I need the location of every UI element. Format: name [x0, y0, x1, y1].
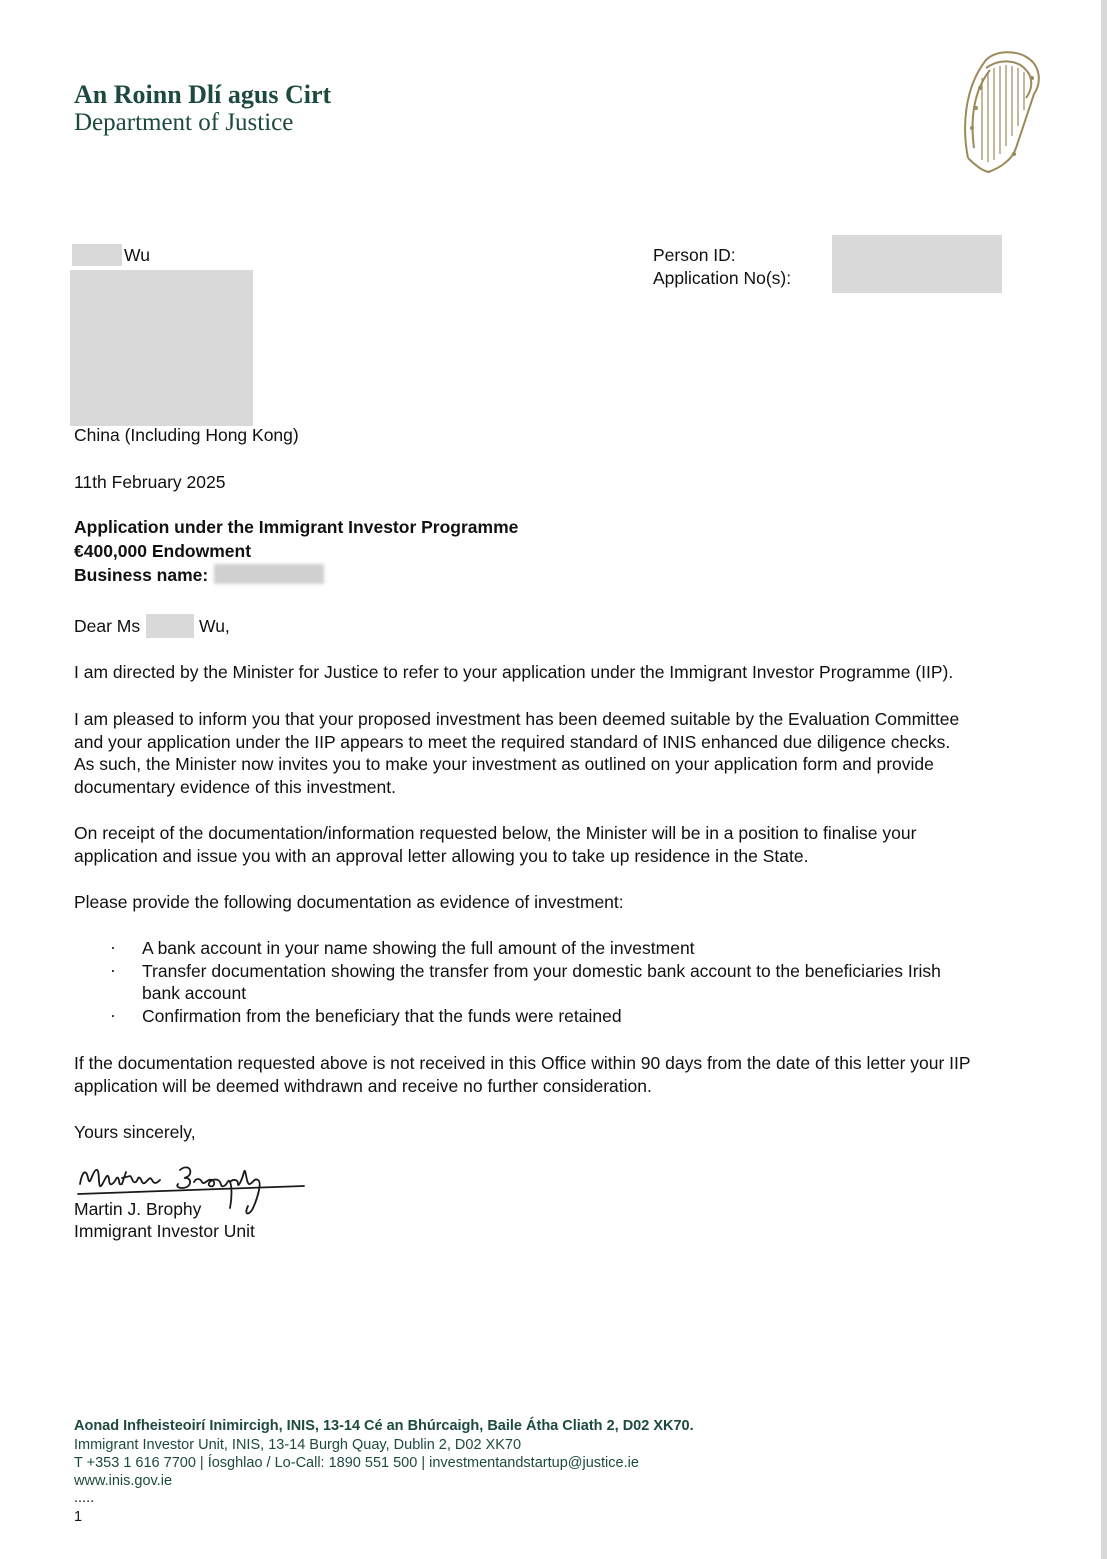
department-name-english: Department of Justice [74, 109, 294, 136]
recipient-surname: Wu [124, 245, 150, 265]
paragraph-1: I am directed by the Minister for Justice to refer to your application under the Immigrant Investor Programme (IIP). [74, 662, 954, 682]
signatory-name: Martin J. Brophy [74, 1199, 202, 1219]
paragraph-5 [74, 1052, 1054, 1097]
paragraph-2-line: As such, the Minister now invites you to make your investment as outlined on your application form and provide [74, 754, 934, 774]
redacted-given-name [146, 614, 194, 638]
paragraph-2-line: and your application under the IIP appears to meet the required standard of INIS enhanced due diligence checks. [74, 731, 951, 752]
closing: Yours sincerely, [74, 1122, 196, 1142]
subject-line-2: €400,000 Endowment [74, 541, 252, 561]
bullet-item-2: Transfer documentation showing the transfer from your domestic bank account to the beneficiaries Irish [142, 961, 941, 981]
department-name-irish: An Roinn Dlí agus Cirt [74, 80, 332, 109]
redacted-first-name [72, 244, 122, 266]
subject-line-1: Application under the Immigrant Investor Programme [74, 517, 519, 537]
footer-website-link[interactable]: www.inis.gov.ie [74, 1473, 173, 1489]
paragraph-3-line: application and issue you with an approval letter allowing you to take up residence in the State. [74, 845, 809, 866]
redacted-address [70, 270, 253, 426]
footer-dots: ..... [74, 1490, 95, 1506]
bullet-marker: · [110, 937, 116, 957]
bullet-marker: · [110, 1005, 116, 1025]
bullet-marker: · [110, 960, 116, 980]
redacted-business-name [214, 564, 324, 584]
redacted-reference-numbers [832, 235, 1002, 293]
paragraph-3 [74, 822, 1054, 867]
bullet-item-1: A bank account in your name showing the full amount of the investment [142, 938, 695, 958]
footer-english-address: Immigrant Investor Unit, INIS, 13-14 Burgh Quay, Dublin 2, D02 XK70 [74, 1437, 522, 1453]
person-id-label: Person ID: [653, 245, 736, 265]
salutation-start: Dear Ms [74, 616, 141, 636]
footer-contact[interactable]: T +353 1 616 7700 | Íosghlao / Lo-Call: 1890 551 500 | investmentandstartup@justice.ie [74, 1455, 639, 1471]
page-edge [1101, 0, 1107, 1559]
recipient-country: China (Including Hong Kong) [74, 425, 299, 445]
paragraph-3-line: On receipt of the documentation/information requested below, the Minister will be in a position to finalise your [74, 823, 917, 843]
salutation-end: Wu, [199, 616, 230, 636]
subject-line-3: Business name: [74, 565, 209, 585]
application-number-label: Application No(s): [653, 268, 792, 288]
harp-emblem-icon [956, 48, 1042, 176]
paragraph-2-line: documentary evidence of this investment. [74, 776, 396, 797]
page-number: 1 [74, 1509, 83, 1525]
footer-irish-address: Aonad Infheisteoirí Inimircigh, INIS, 13-14 Cé an Bhúrcaigh, Baile Átha Cliath 2, D02 XK70. [74, 1418, 694, 1434]
paragraph-2 [74, 708, 1054, 798]
signatory-unit: Immigrant Investor Unit [74, 1221, 255, 1241]
paragraph-5-line: If the documentation requested above is not received in this Office within 90 days from the date of this letter your IIP [74, 1053, 971, 1073]
paragraph-2-line: I am pleased to inform you that your proposed investment has been deemed suitable by the Evaluation Committee [74, 709, 960, 729]
paragraph-5-line: application will be deemed withdrawn and receive no further consideration. [74, 1075, 652, 1096]
bullet-item-2-continued: bank account [142, 983, 247, 1003]
paragraph-4: Please provide the following documentation as evidence of investment: [74, 892, 624, 912]
letter-date: 11th February 2025 [74, 472, 226, 492]
bullet-item-3: Confirmation from the beneficiary that the funds were retained [142, 1006, 622, 1026]
